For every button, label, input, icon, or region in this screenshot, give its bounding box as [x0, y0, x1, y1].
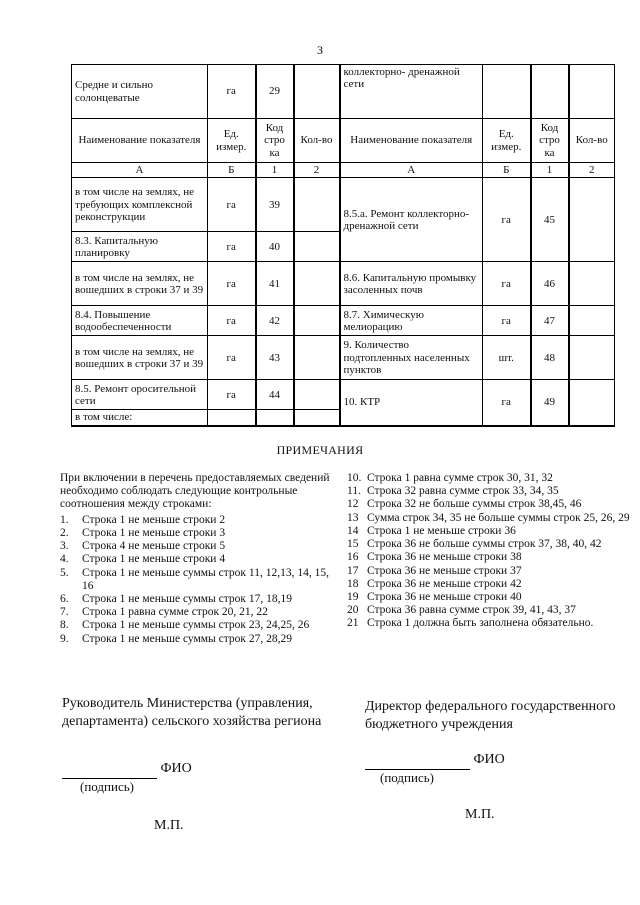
note-number: 7. — [60, 606, 69, 619]
cell-qty — [294, 65, 340, 119]
cell-name: 8.5. Ремонт оросительной сети — [72, 380, 208, 410]
signature-caption: (подпись) — [380, 769, 434, 785]
cell-code: 29 — [256, 65, 294, 119]
note-number: 10. — [347, 472, 362, 484]
header-unit: Ед. измер. — [483, 119, 531, 163]
header-unit: Ед. измер. — [208, 119, 256, 163]
note-item — [60, 527, 340, 540]
cell-unit — [483, 65, 531, 119]
fio-label: ФИО — [473, 752, 505, 768]
note-number: 3. — [60, 540, 69, 553]
note-number: 9. — [60, 632, 69, 645]
note-number: 15 — [347, 538, 359, 551]
note-item — [60, 540, 340, 553]
table-row — [72, 380, 615, 410]
cell-code: 45 — [531, 178, 569, 262]
note-item — [60, 567, 340, 593]
cell-unit: га — [483, 306, 531, 336]
letter-cell: А — [340, 163, 483, 178]
cell-name: в том числе: — [72, 410, 208, 426]
note-number: 16 — [347, 551, 359, 564]
note-item — [347, 538, 637, 551]
cell-name: коллекторно- дренажной сети — [340, 65, 483, 119]
letter-cell: 2 — [294, 163, 340, 178]
note-number: 17 — [347, 564, 359, 577]
note-number: 19 — [347, 590, 359, 603]
note-item — [347, 512, 637, 525]
table-row — [72, 65, 615, 119]
cell-code: 48 — [531, 336, 569, 380]
signatory-title: Директор федерального государственного бюджетного учреждения — [365, 699, 616, 733]
notes-left-column — [60, 472, 340, 646]
note-text: Строка 1 должна быть заполнена обязательно. — [367, 617, 594, 630]
cell-code: 44 — [256, 380, 294, 410]
letter-cell: Б — [208, 163, 256, 178]
cell-qty — [569, 65, 615, 119]
letter-cell: 1 — [256, 163, 294, 178]
note-text: Строка 36 не больше суммы строк 37, 38, 40, 42 — [367, 538, 602, 551]
note-number: 4. — [60, 553, 69, 566]
cell-code: 41 — [256, 262, 294, 306]
cell-unit: га — [208, 232, 256, 262]
cell-code: 49 — [531, 380, 569, 426]
cell-code: 42 — [256, 306, 294, 336]
notes-intro: При включении в перечень предоставляемых сведений необходимо соблюдать следующие контрольные соотношения между строками: — [60, 472, 330, 511]
stamp-label: М.П. — [154, 818, 184, 834]
cell-unit: га — [208, 306, 256, 336]
note-item — [347, 578, 637, 591]
cell-unit: га — [483, 380, 531, 426]
note-item — [60, 633, 340, 646]
indicators-table — [71, 64, 615, 427]
cell-code — [256, 410, 294, 426]
cell-unit: га — [483, 178, 531, 262]
cell-unit: га — [208, 380, 256, 410]
signature-block-right — [365, 698, 635, 825]
note-number: 1. — [60, 513, 69, 526]
cell-qty — [294, 380, 340, 410]
note-text: Строка 36 равна сумме строк 39, 41, 43, 37 — [367, 604, 576, 617]
cell-name: в том числе на землях, не вошедших в строки 37 и 39 — [72, 336, 208, 380]
cell-code: 39 — [256, 178, 294, 232]
signature-block-left — [62, 695, 322, 836]
notes-right-list — [347, 472, 637, 631]
note-item — [60, 593, 340, 606]
cell-name: 8.4. Повышение водообеспеченности — [72, 306, 208, 336]
table-row — [72, 306, 615, 336]
note-number: 21 — [347, 617, 359, 630]
note-item — [347, 565, 637, 578]
note-text: Строка 36 не меньше строки 40 — [367, 590, 522, 603]
note-text: Строка 1 не меньше суммы строк 23, 24,25, 26 — [82, 619, 310, 632]
note-item — [60, 619, 340, 632]
note-number: 12 — [347, 498, 359, 511]
cell-unit: га — [208, 65, 256, 119]
cell-qty — [569, 336, 615, 380]
cell-name: в том числе на землях, не вошедших в строки 37 и 39 — [72, 262, 208, 306]
cell-unit: га — [483, 262, 531, 306]
cell-qty — [294, 336, 340, 380]
note-number: 2. — [60, 526, 69, 539]
note-item — [60, 553, 340, 566]
cell-qty — [294, 410, 340, 426]
cell-name: 8.6. Капитальную промывку засоленных почв — [340, 262, 483, 306]
letter-cell: Б — [483, 163, 531, 178]
signatory-title: Руководитель Министерства (управления, департамента) сельского хозяйства региона — [62, 696, 322, 730]
cell-qty — [569, 178, 615, 262]
fio-label: ФИО — [160, 761, 192, 777]
note-item — [347, 551, 637, 564]
note-text: Строка 1 не меньше строки 36 — [367, 524, 516, 537]
cell-unit: га — [208, 178, 256, 232]
table-header-row — [72, 119, 615, 163]
page-number: 3 — [317, 43, 323, 57]
cell-name: 10. КТР — [340, 380, 483, 426]
signature-line — [62, 759, 322, 778]
note-text: Строка 36 не меньше строки 42 — [367, 577, 522, 590]
note-item — [347, 498, 637, 511]
letter-cell: А — [72, 163, 208, 178]
note-text: Строка 1 не меньше строки 3 — [82, 526, 226, 539]
note-number: 8. — [60, 619, 69, 632]
table-letters-row — [72, 163, 615, 178]
note-number: 13 — [347, 511, 359, 524]
cell-unit: шт. — [483, 336, 531, 380]
table-row — [72, 336, 615, 380]
cell-qty — [569, 380, 615, 426]
note-text: Строка 32 не больше суммы строк 38,45, 46 — [367, 498, 582, 511]
cell-name: 9. Количество подтопленных населенных пунктов — [340, 336, 483, 380]
note-number: 11. — [347, 485, 361, 498]
note-number: 14 — [347, 524, 359, 537]
note-text: Строка 1 не меньше суммы строк 17, 18,19 — [82, 592, 293, 605]
signature-underline — [365, 750, 470, 769]
table-row — [72, 178, 615, 232]
note-text: Строка 36 не меньше строки 37 — [367, 564, 522, 577]
note-item — [347, 591, 637, 604]
note-text: Строка 1 равна сумме строк 20, 21, 22 — [82, 606, 268, 619]
cell-name: Средне и сильно солонцеватые — [72, 65, 208, 119]
note-item — [347, 617, 637, 630]
note-text: Сумма строк 34, 35 не больше суммы строк 25, 26, 29 — [367, 511, 630, 524]
note-item — [60, 514, 340, 527]
letter-cell: 1 — [531, 163, 569, 178]
signature-caption: (подпись) — [80, 778, 134, 794]
note-text: Строка 36 не меньше строки 38 — [367, 551, 522, 564]
note-item — [347, 604, 637, 617]
cell-qty — [569, 262, 615, 306]
letter-cell: 2 — [569, 163, 615, 178]
cell-qty — [294, 262, 340, 306]
header-code: Код стро ка — [256, 119, 294, 163]
cell-unit: га — [208, 336, 256, 380]
cell-name: 8.5.а. Ремонт коллекторно- дренажной сети — [340, 178, 483, 262]
cell-unit: га — [208, 262, 256, 306]
note-text: Строка 1 не меньше суммы строк 27, 28,29 — [82, 632, 293, 645]
cell-code — [531, 65, 569, 119]
note-text: Строка 1 не меньше строки 4 — [82, 553, 226, 566]
cell-name: в том числе на землях, не требующих комплексной реконструкции — [72, 178, 208, 232]
note-text: Строка 1 равна сумме строк 30, 31, 32 — [367, 472, 553, 484]
notes-right-column — [347, 472, 637, 631]
cell-qty — [569, 306, 615, 336]
note-item — [347, 485, 637, 498]
cell-qty — [294, 232, 340, 262]
signature-underline — [62, 759, 157, 778]
table-row — [72, 262, 615, 306]
note-number: 20 — [347, 604, 359, 617]
note-text: Строка 4 не меньше строки 5 — [82, 540, 226, 553]
note-text: Строка 1 не меньше строки 2 — [82, 513, 226, 526]
cell-name: 8.3. Капитальную планировку — [72, 232, 208, 262]
cell-unit — [208, 410, 256, 426]
notes-title: ПРИМЕЧАНИЯ — [276, 443, 364, 457]
header-name: Наименование показателя — [72, 119, 208, 163]
signature-line — [365, 750, 635, 769]
note-item — [347, 472, 637, 485]
note-number: 6. — [60, 592, 69, 605]
cell-code: 43 — [256, 336, 294, 380]
header-name: Наименование показателя — [340, 119, 483, 163]
stamp-label: М.П. — [465, 807, 495, 823]
cell-name: 8.7. Химическую мелиорацию — [340, 306, 483, 336]
cell-code: 47 — [531, 306, 569, 336]
cell-code: 46 — [531, 262, 569, 306]
header-qty: Кол-во — [569, 119, 615, 163]
note-item — [60, 606, 340, 619]
cell-code: 40 — [256, 232, 294, 262]
note-number: 5. — [60, 566, 69, 579]
note-text: Строка 1 не меньше суммы строк 11, 12,13, 14, 15, 16 — [82, 566, 329, 592]
cell-qty — [294, 306, 340, 336]
header-qty: Кол-во — [294, 119, 340, 163]
note-number: 18 — [347, 577, 359, 590]
notes-left-list — [60, 514, 340, 646]
header-code: Код стро ка — [531, 119, 569, 163]
note-item — [347, 525, 637, 538]
cell-qty — [294, 178, 340, 232]
note-text: Строка 32 равна сумме строк 33, 34, 35 — [367, 485, 559, 498]
